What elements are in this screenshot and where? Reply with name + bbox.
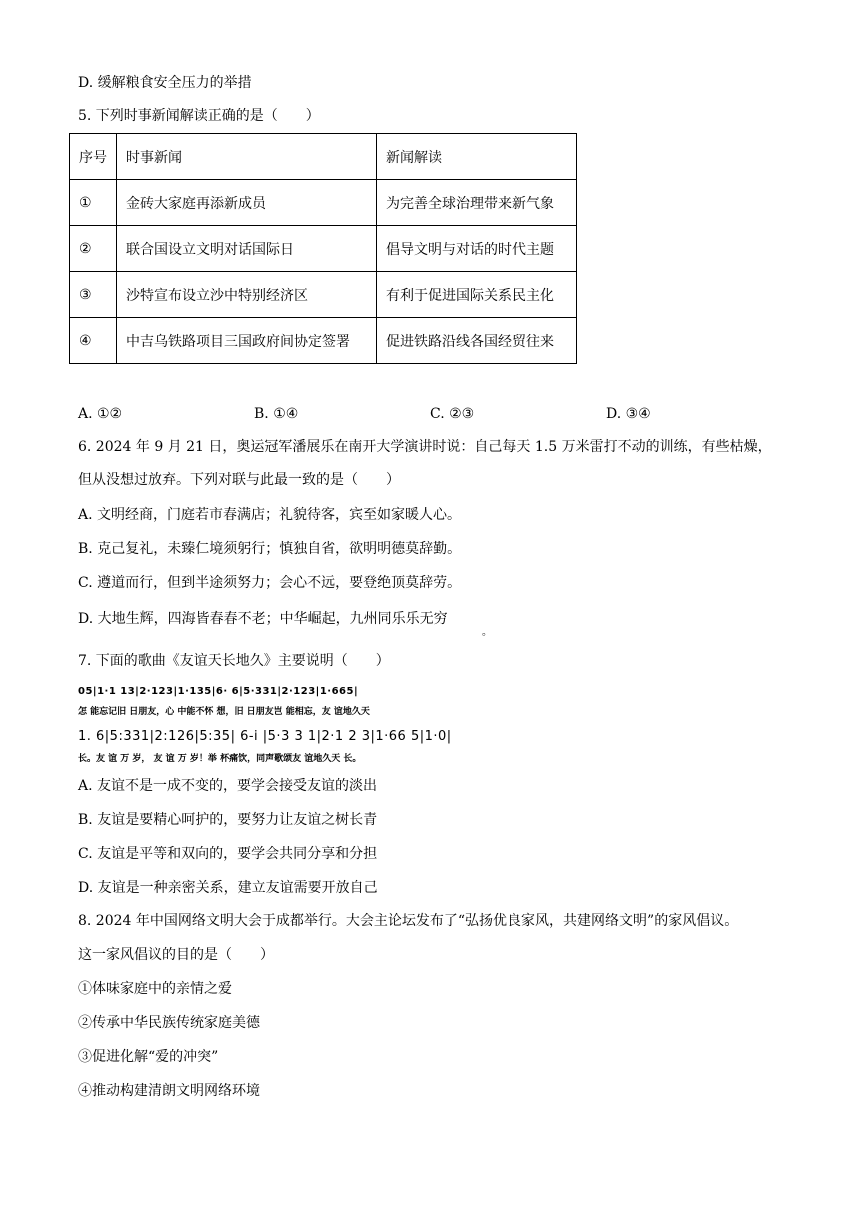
- q7-option-c: C. 友谊是平等和双向的，要学会共同分享和分担: [78, 846, 378, 862]
- header-cell: 新闻解读: [377, 134, 577, 180]
- table-cell: 沙特宣布设立沙中特别经济区: [117, 272, 377, 318]
- q6-stem-line1: 6. 2024 年 9 月 21 日，奥运冠军潘展乐在南开大学演讲时说：自己每天 1.5 万米雷打不动的训练，有些枯燥，: [78, 439, 772, 455]
- q5-option-a: A. ①②: [78, 406, 123, 422]
- q5-option-c: C. ②③: [430, 406, 475, 422]
- table-cell: 中吉乌铁路项目三国政府间协定签署: [117, 318, 377, 364]
- q4-option-d: D. 缓解粮食安全压力的举措: [78, 75, 252, 91]
- q5-stem: 5. 下列时事新闻解读正确的是（ ）: [78, 108, 320, 124]
- score-line-1: 05|1·1 13|2·123|1·135|6· 6|5·331|2·123|1·665|: [78, 686, 359, 697]
- lyric-line-2: 长。友 谊 万 岁， 友 谊 万 岁！举 杯痛饮，同声歌颂友 谊地久天 长。: [78, 754, 362, 764]
- table-cell: 联合国设立文明对话国际日: [117, 226, 377, 272]
- table-row: [70, 226, 577, 272]
- table-cell: 为完善全球治理带来新气象: [377, 180, 577, 226]
- trailing-mark: 。: [482, 627, 492, 638]
- table-cell: ②: [70, 226, 117, 272]
- q6-option-a: A. 文明经商，门庭若市春满店；礼貌待客，宾至如家暖人心。: [78, 507, 462, 523]
- q8-stem-line1: 8. 2024 年中国网络文明大会于成都举行。大会主论坛发布了“弘扬优良家风，共建网络文明”的家风倡议。: [78, 913, 739, 929]
- q7-stem: 7. 下面的歌曲《友谊天长地久》主要说明（ ）: [78, 653, 390, 669]
- table-cell: 金砖大家庭再添新成员: [117, 180, 377, 226]
- news-table: [69, 133, 577, 364]
- lyric-line-1: 怎 能忘记旧 日朋友，心 中能不怀 想，旧 日朋友岂 能相忘，友 谊地久天: [78, 707, 370, 717]
- table-cell: 促进铁路沿线各国经贸往来: [377, 318, 577, 364]
- table-row: [70, 180, 577, 226]
- q7-option-b: B. 友谊是要精心呵护的，要努力让友谊之树长青: [78, 812, 378, 828]
- header-cell: 时事新闻: [117, 134, 377, 180]
- table-row: [70, 318, 577, 364]
- table-header-row: [70, 134, 577, 180]
- q8-item-3: ③促进化解“爱的冲突”: [78, 1049, 219, 1065]
- q8-item-4: ④推动构建清朗文明网络环境: [78, 1083, 260, 1099]
- q6-option-c: C. 遵道而行，但到半途须努力；会心不远，要登绝顶莫辞劳。: [78, 575, 462, 591]
- table-cell: 有利于促进国际关系民主化: [377, 272, 577, 318]
- q8-item-2: ②传承中华民族传统家庭美德: [78, 1015, 260, 1031]
- table-cell: 倡导文明与对话的时代主题: [377, 226, 577, 272]
- table-cell: ④: [70, 318, 117, 364]
- q7-option-d: D. 友谊是一种亲密关系，建立友谊需要开放自己: [78, 880, 378, 896]
- q8-stem-line2: 这一家风倡议的目的是（ ）: [78, 947, 274, 963]
- score-line-2: 1. 6|5:331|2:126|5:35| 6-i |5·3 3 1|2·1 2 3|1·66 5|1·0|: [78, 729, 452, 744]
- q5-option-d: D. ③④: [606, 406, 651, 422]
- q6-stem-line2: 但从没想过放弃。下列对联与此最一致的是（ ）: [78, 472, 400, 488]
- header-cell: 序号: [70, 134, 117, 180]
- table-row: [70, 272, 577, 318]
- q6-option-d: D. 大地生辉，四海皆春春不老；中华崛起，九州同乐乐无穷: [78, 611, 448, 627]
- q5-option-b: B. ①④: [254, 406, 299, 422]
- q7-option-a: A. 友谊不是一成不变的，要学会接受友谊的淡出: [78, 778, 378, 794]
- q8-item-1: ①体味家庭中的亲情之爱: [78, 981, 232, 997]
- q6-option-b: B. 克己复礼，未臻仁境须躬行；慎独自省，欲明明德莫辞勤。: [78, 541, 462, 557]
- table-cell: ③: [70, 272, 117, 318]
- table-cell: ①: [70, 180, 117, 226]
